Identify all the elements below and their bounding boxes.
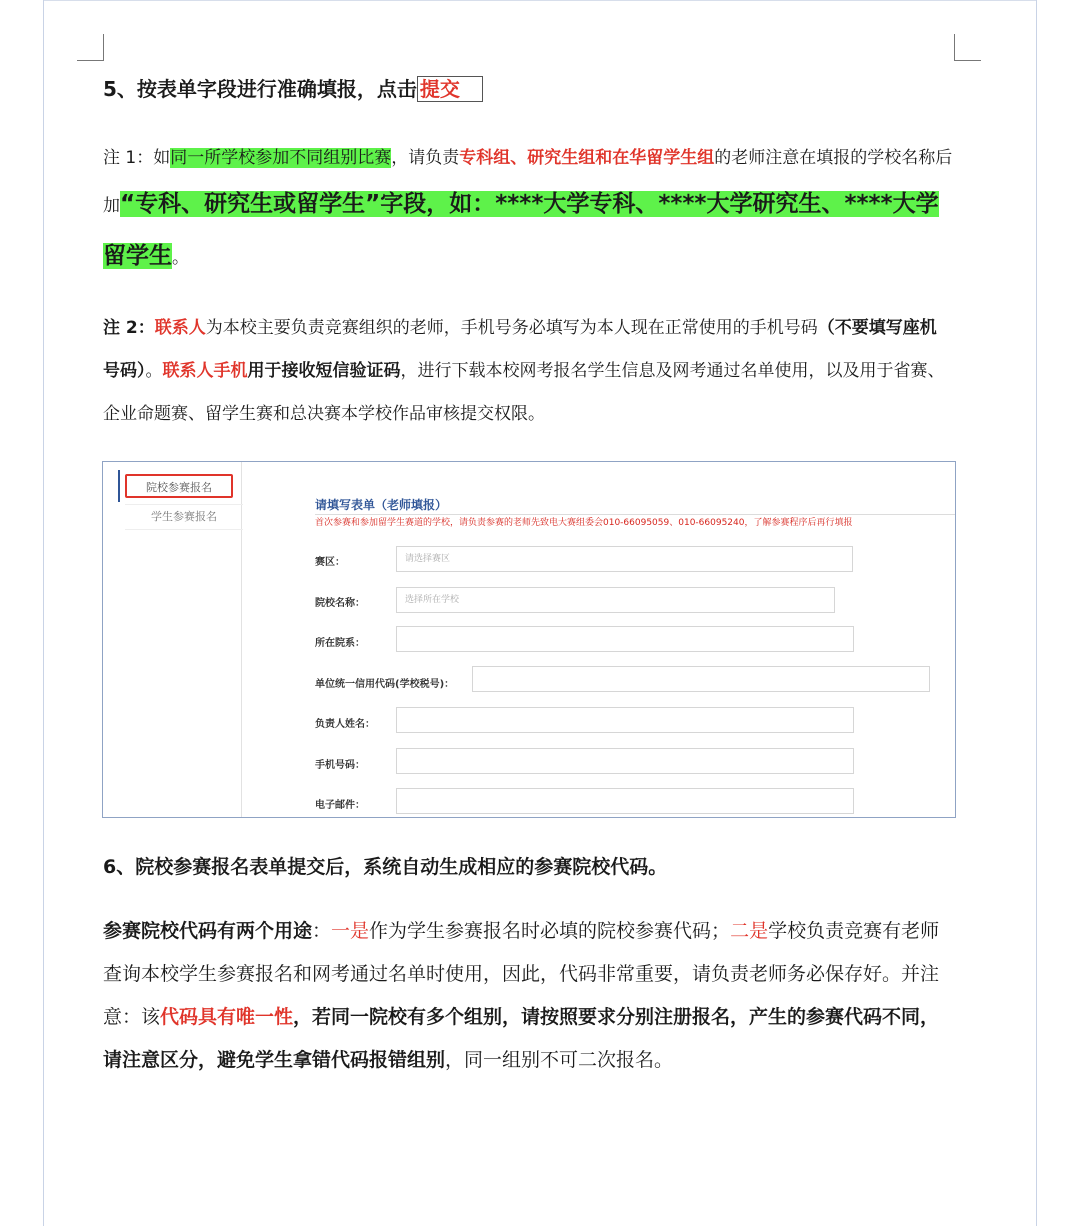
registration-form-screenshot: [102, 461, 956, 818]
sidebar-item-student-registration[interactable]: 学生参赛报名: [125, 504, 243, 530]
note2-bold2: 用于接收短信验证码: [247, 361, 401, 381]
para-bold2: ，若同一院校有多个组别，请按照要求分别注册报名，产生的参赛代码不同，请注意区分，避免学生拿错代码报错组别: [103, 1006, 940, 1071]
page-left-edge: [43, 0, 44, 1226]
department-input[interactable]: [396, 626, 854, 652]
field-label-contact-name: 负责人姓名：: [315, 719, 375, 730]
para-text3: 学校负责竞赛有老师查询本校学生参赛报名和网考通过名单时使用，因此，代码非常重要，请负责老师务必保存好。并注意：该: [103, 920, 940, 1028]
phone-input[interactable]: [396, 748, 854, 774]
sidebar-item-school-registration[interactable]: 院校参赛报名: [125, 474, 233, 498]
margin-corner-top-right: [954, 34, 981, 61]
margin-corner-top-left: [77, 34, 104, 61]
para-bold1: 参赛院校代码有两个用途: [103, 920, 313, 942]
note1-red-groups: 专科组、研究生组和在华留学生组: [459, 148, 715, 168]
screenshot-sidebar: [111, 462, 242, 817]
page-right-edge: [1036, 0, 1037, 1226]
para-red-first: 一是: [331, 920, 370, 942]
sidebar-active-marker: [118, 470, 120, 502]
email-input[interactable]: [396, 788, 854, 814]
note1-end: 。: [172, 248, 189, 268]
step6-heading: 6、院校参赛报名表单提交后，系统自动生成相应的参赛院校代码。: [103, 856, 668, 878]
note2-prefix: 注 2：: [103, 318, 155, 338]
contact-name-input[interactable]: [396, 707, 854, 733]
para-red-second: 二是: [730, 920, 769, 942]
note1-suffix: 的老师注意在填报的学校名称后加: [103, 148, 953, 216]
field-label-email: 电子邮件：: [315, 800, 365, 811]
note1-prefix: 注 1：如: [103, 148, 171, 168]
school-select[interactable]: 选择所在学校: [396, 587, 835, 613]
region-select[interactable]: 请选择赛区: [396, 546, 853, 572]
field-label-phone: 手机号码：: [315, 760, 365, 771]
note2-text3: ，进行下载本校网考报名学生信息及网考通过名单使用，以及用于省赛、企业命题赛、留学生赛和总决赛本学校作品审核提交权限。: [103, 361, 945, 424]
step5-text: 5、按表单字段进行准确填报，点击: [103, 77, 417, 101]
page-top-edge: [43, 0, 1037, 1]
note2-paragraph: [103, 307, 953, 436]
note1-big-highlight: “专科、研究生或留学生”字段，如：****大学专科、****大学研究生、****大学留学生: [103, 191, 939, 269]
submit-keyword: 提交: [417, 76, 483, 102]
code-usage-paragraph: [103, 910, 953, 1082]
note1-highlight: 同一所学校参加不同组别比赛: [170, 148, 392, 168]
note2-contact: 联系人: [154, 318, 206, 338]
field-label-region: 赛区：: [315, 557, 345, 568]
note2-bold1: （不要填写座机号码）: [103, 318, 937, 381]
para-red-unique: 代码具有唯一性: [160, 1006, 294, 1028]
note2-text1: 为本校主要负责竞赛组织的老师，手机号务必填写为本人现在正常使用的手机号码: [205, 318, 818, 338]
note2-text2: 。: [145, 361, 163, 381]
field-label-department: 所在院系：: [315, 638, 365, 649]
form-notice: 首次参赛和参加留学生赛道的学校，请负责参赛的老师先致电大赛组委会010-66095059、010-66095240，了解参赛程序后再行填报: [315, 518, 853, 528]
para-text4: ，同一组别不可二次报名。: [445, 1049, 674, 1071]
note1-paragraph: [103, 138, 953, 282]
credit-code-input[interactable]: [472, 666, 930, 692]
para-text1: ：: [312, 920, 332, 942]
note1-mid: ，请负责: [391, 148, 460, 168]
para-text2: 作为学生参赛报名时必填的院校参赛代码；: [369, 920, 731, 942]
field-label-credit-code: 单位统一信用代码(学校税号)：: [315, 679, 455, 690]
field-label-school: 院校名称：: [315, 598, 365, 609]
note2-contact-phone: 联系人手机: [162, 361, 248, 381]
step5-heading: [103, 72, 953, 106]
form-title: 请填写表单（老师填报）: [315, 498, 448, 512]
